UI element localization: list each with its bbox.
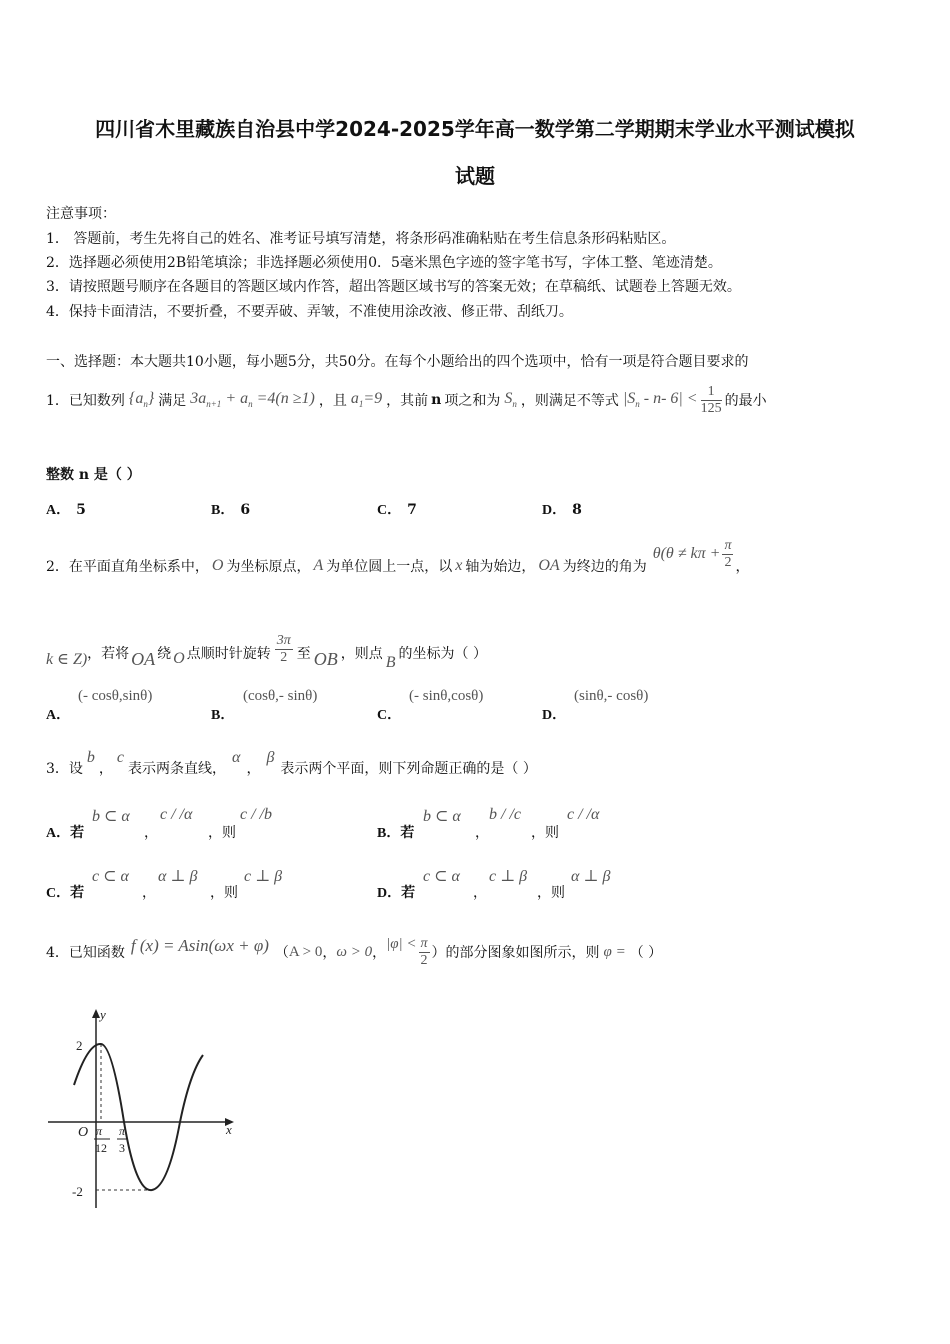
origin-label: O: [78, 1125, 89, 1140]
function-formula: f (x) = Asin(ωx + φ): [130, 936, 269, 955]
y-min-label: -2: [72, 1184, 83, 1199]
question-4: 4． 已知函数 f (x) = Asin(ωx + φ) （ A > 0 ， ω > 0 ， |φ| < $\frac{\pi}{2}$ ）的部分图象如图所示，则 φ = （ ）: [46, 935, 663, 968]
question-2: 2． 在平面直角坐标系中， O 为坐标原点， A 为单位圆上一点，以 x 轴为始边， OA 为终边的角为 θ(θ ≠ kπ + $\frac{\pi}{2}$ ，: [46, 537, 750, 575]
initial-term: $a_1=9$: [350, 390, 383, 410]
option-b[interactable]: B．若 b ⊂ α ， b / /c ，则 c / /α: [377, 806, 600, 841]
x-label: x: [226, 1122, 232, 1137]
theta-condition: θ(θ ≠ kπ +: [652, 545, 721, 562]
fraction-1-125: $\frac{1}{125}$: [700, 383, 722, 416]
question-number: 2．: [46, 559, 69, 575]
option-c[interactable]: C．若 c ⊂ α ， α ⊥ β ，则 c ⊥ β: [46, 868, 283, 901]
notice-item: 4．保持卡面清洁，不要折叠，不要弄破、弄皱，不准使用涂改液、修正带、刮纸刀。: [46, 304, 573, 320]
recurrence-formula: $3a_{n+1} + a_n =4(n \ge 1)$: [190, 390, 315, 410]
sine-curve: [74, 1044, 203, 1190]
tick-pi-3-num: π: [119, 1124, 126, 1138]
option-d[interactable]: D．若 c ⊂ α ， c ⊥ β ，则 α ⊥ β: [377, 868, 611, 901]
fraction-pi-2: $\frac{\pi}{2}$: [420, 935, 428, 968]
page-title-line2: 试题: [455, 164, 495, 188]
notice-item: 2．选择题必须使用2B铅笔填涂；非选择题必须使用0．5毫米黑色字迹的签字笔书写，字体工整、笔迹清楚。: [46, 255, 722, 271]
option-b[interactable]: B． 6: [211, 502, 251, 518]
question-number: 3．: [46, 761, 69, 777]
y-axis-arrow-icon: [92, 1009, 100, 1018]
inequality: $|S_n - n-$ 6| <: [622, 390, 698, 410]
y-label: y: [100, 1007, 106, 1022]
question-2-line2: k ∈ Z) ，若将 OA 绕 O 点顺时针旋转 $\frac{3\pi}{2}$ 至 OB ，则点 B 的坐标为（ ）: [46, 632, 487, 671]
option-c[interactable]: C． 7: [377, 502, 417, 518]
option-d[interactable]: D． 8: [542, 502, 582, 518]
sum-symbol: $S_n$: [504, 390, 517, 410]
notice-item: 3．请按照题号顺序在各题目的答题区域内作答，超出答题区域书写的答案无效；在草稿纸、试题卷上答题无效。: [46, 279, 741, 295]
tick-pi-12-den: 12: [95, 1141, 107, 1155]
sequence-symbol: $\{a_n\}$: [128, 390, 155, 410]
option-a[interactable]: A．若 b ⊂ α ， c / /α ，则 c / /b: [46, 806, 272, 841]
tick-pi-3-den: 3: [119, 1141, 125, 1155]
notice-item: 1． 答题前，考生先将自己的姓名、准考证号填写清楚，将条形码准确粘贴在考生信息条形码粘贴区。: [46, 231, 676, 247]
question-1: 1． 已知数列 $\{a_n\}$ 满足 $3a_{n+1} + a_n =4(n \ge 1)$ ，且 $a_1=9$ ，其前 n 项之和为 $S_n$ ，则满足不等式 $|S_n - n-$ 6| < $\frac{1}{125}$ 的最小: [46, 383, 767, 416]
fraction-pi-2: $\frac{\pi}{2}$: [724, 537, 732, 570]
question-number: 1．: [46, 393, 69, 409]
question-number: 4．: [46, 945, 69, 961]
tick-pi-12-num: π: [96, 1124, 103, 1138]
fraction-3pi-2: $\frac{3\pi}{2}$: [276, 632, 291, 665]
question-1-line2: 整数 n 是（ ）: [46, 467, 141, 483]
notice-heading: 注意事项：: [46, 206, 116, 222]
y-max-label: 2: [76, 1038, 83, 1053]
section-heading: 一、选择题：本大题共10小题，每小题5分，共50分。在每个小题给出的四个选项中，恰有一项是符合题目要求的: [46, 354, 749, 370]
page-title: 四川省木里藏族自治县中学2024-2025学年高一数学第二学期期末学业水平测试模拟: [95, 117, 855, 141]
option-a[interactable]: A． 5: [46, 502, 86, 518]
question-3: 3． 设 b ， c 表示两条直线， α ， β 表示两个平面，则下列命题正确的是（ ）: [46, 749, 537, 777]
sine-graph: [40, 1003, 240, 1215]
